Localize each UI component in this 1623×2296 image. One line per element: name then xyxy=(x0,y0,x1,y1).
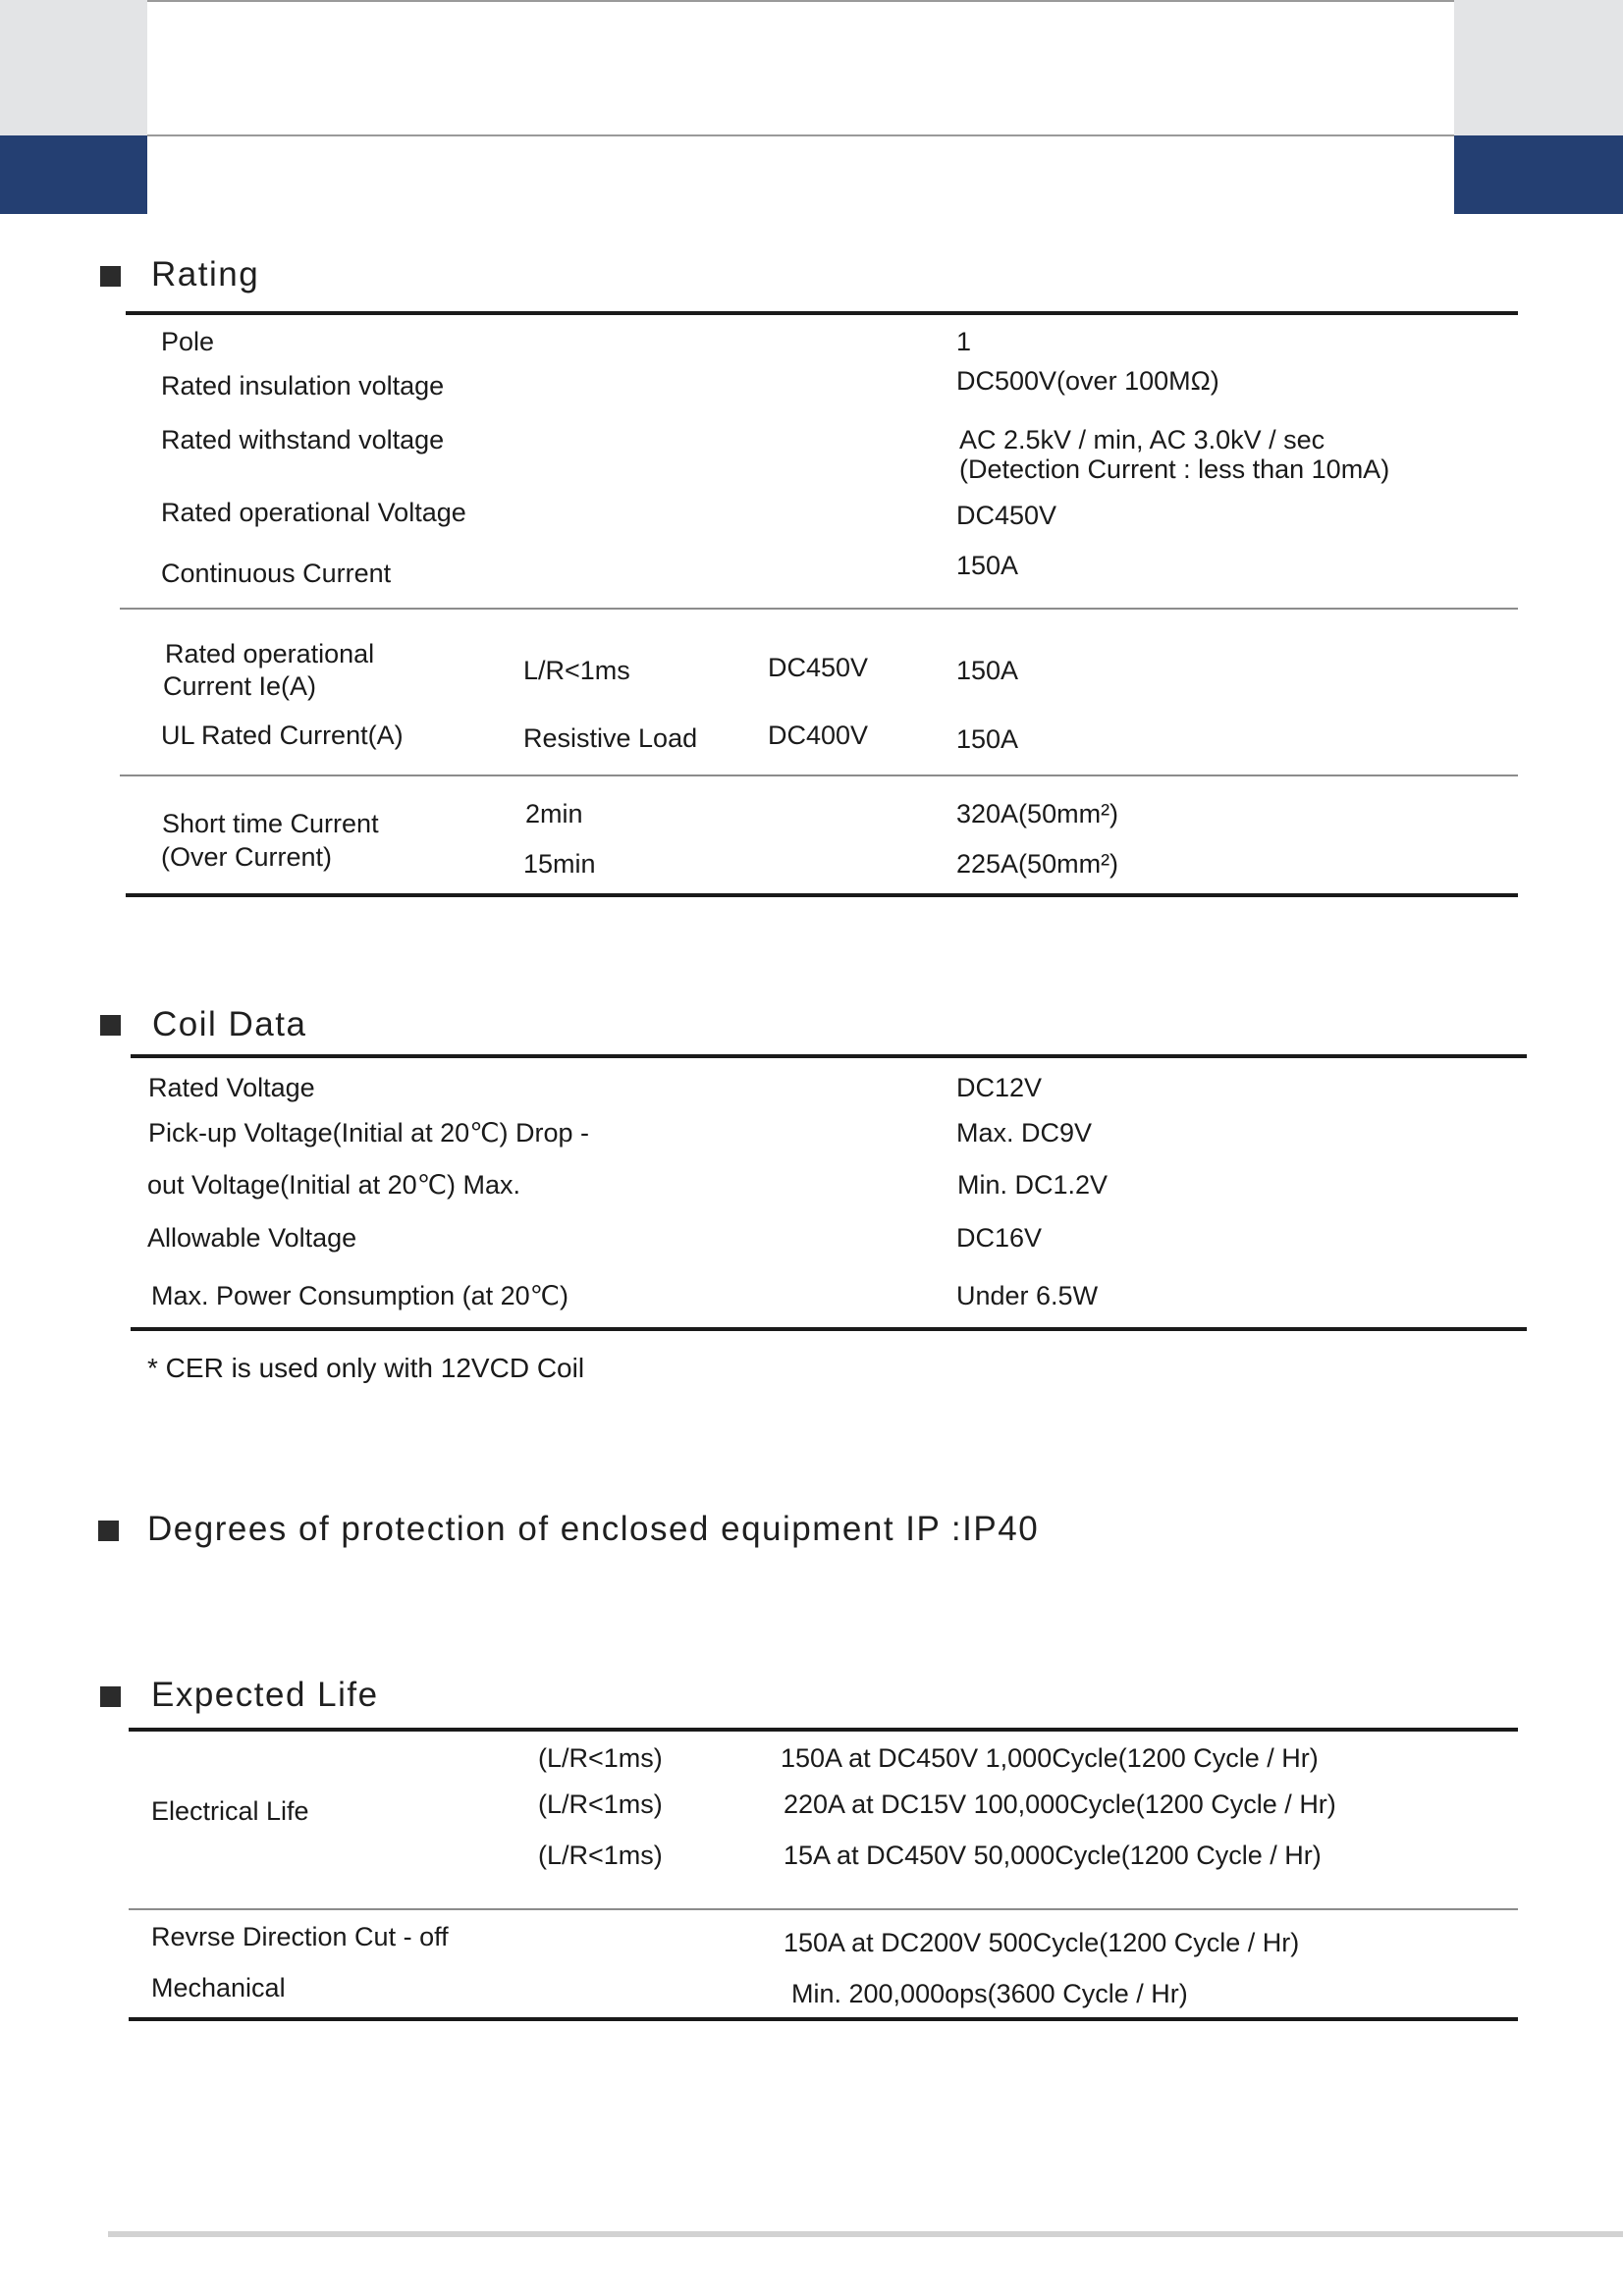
coil-label: out Voltage(Initial at 20℃) Max. xyxy=(147,1170,521,1200)
header-bar-left xyxy=(0,135,147,214)
reverse-cutoff-value: 150A at DC200V 500Cycle(1200 Cycle / Hr) xyxy=(784,1928,1300,1957)
rating-label: Continuous Current xyxy=(161,559,392,588)
rating-title: Rating xyxy=(151,255,260,294)
coil-value: Min. DC1.2V xyxy=(957,1170,1109,1200)
rating-label: Pole xyxy=(161,327,215,356)
rating-label: Rated insulation voltage xyxy=(161,371,445,400)
ul-label: UL Rated Current(A) xyxy=(161,721,404,750)
mechanical-life-label: Mechanical xyxy=(151,1973,286,2002)
ul-value: 150A xyxy=(956,724,1019,754)
coil-top-rule xyxy=(131,1054,1527,1058)
rating-label: Rated operational Voltage xyxy=(161,498,466,527)
operational-label: Rated operational xyxy=(165,639,375,668)
header-accent-left xyxy=(0,0,147,135)
rating-value: DC500V(over 100MΩ) xyxy=(956,366,1219,396)
operational-condition: L/R<1ms xyxy=(523,656,630,685)
coil-value: DC12V xyxy=(956,1073,1043,1102)
ul-voltage: DC400V xyxy=(768,721,869,750)
mechanical-life-value: Min. 200,000ops(3600 Cycle / Hr) xyxy=(791,1979,1188,2008)
rating-divider xyxy=(120,608,1518,610)
reverse-cutoff-label: Revrse Direction Cut - off xyxy=(151,1922,449,1951)
coil-bottom-rule xyxy=(131,1327,1527,1331)
coil-label: Allowable Voltage xyxy=(147,1223,357,1253)
section-bullet-icon xyxy=(100,1686,121,1707)
coil-footnote: * CER is used only with 12VCD Coil xyxy=(147,1353,585,1383)
short-time-value: 225A(50mm²) xyxy=(956,849,1119,879)
header-top-rule xyxy=(147,0,1454,2)
short-time-duration: 15min xyxy=(523,849,596,879)
coil-value: Under 6.5W xyxy=(956,1281,1099,1310)
electrical-life-value: 150A at DC450V 1,000Cycle(1200 Cycle / Hr) xyxy=(781,1743,1319,1773)
rating-value: 1 xyxy=(956,327,972,356)
section-bullet-icon xyxy=(100,266,121,287)
electrical-life-condition: (L/R<1ms) xyxy=(538,1841,663,1870)
life-title: Expected Life xyxy=(151,1676,379,1714)
short-time-label: Short time Current xyxy=(162,809,379,838)
rating-bottom-rule xyxy=(126,893,1518,897)
life-bottom-rule xyxy=(129,2017,1518,2021)
coil-title: Coil Data xyxy=(152,1005,307,1043)
header-accent-right xyxy=(1454,0,1623,135)
rating-label: Rated withstand voltage xyxy=(161,425,445,454)
coil-label: Pick-up Voltage(Initial at 20℃) Drop - xyxy=(148,1118,590,1148)
operational-label: Current Ie(A) xyxy=(163,671,317,701)
coil-label: Max. Power Consumption (at 20℃) xyxy=(151,1281,568,1310)
header-divider xyxy=(147,134,1454,136)
life-top-rule xyxy=(129,1728,1518,1732)
ul-condition: Resistive Load xyxy=(523,723,698,753)
short-time-value: 320A(50mm²) xyxy=(956,799,1119,828)
electrical-life-value: 220A at DC15V 100,000Cycle(1200 Cycle / Hr) xyxy=(784,1789,1336,1819)
life-divider xyxy=(129,1908,1518,1910)
rating-value: DC450V xyxy=(956,501,1057,530)
rating-divider xyxy=(120,774,1518,776)
coil-value: Max. DC9V xyxy=(956,1118,1093,1148)
electrical-life-condition: (L/R<1ms) xyxy=(538,1743,663,1773)
rating-value: 150A xyxy=(956,551,1019,580)
rating-value-detail: (Detection Current : less than 10mA) xyxy=(959,454,1390,484)
short-time-label: (Over Current) xyxy=(161,842,333,872)
header-bar-right xyxy=(1454,135,1623,214)
operational-voltage: DC450V xyxy=(768,653,869,682)
footer-rule xyxy=(108,2231,1623,2237)
coil-value: DC16V xyxy=(956,1223,1043,1253)
electrical-life-value: 15A at DC450V 50,000Cycle(1200 Cycle / Hr) xyxy=(784,1841,1322,1870)
short-time-duration: 2min xyxy=(525,799,583,828)
operational-value: 150A xyxy=(956,656,1019,685)
coil-label: Rated Voltage xyxy=(148,1073,315,1102)
section-bullet-icon xyxy=(98,1521,119,1541)
protection-title: Degrees of protection of enclosed equipment IP :IP40 xyxy=(147,1510,1040,1548)
electrical-life-label: Electrical Life xyxy=(151,1796,309,1826)
section-bullet-icon xyxy=(100,1015,121,1036)
rating-top-rule xyxy=(126,311,1518,315)
rating-value: AC 2.5kV / min, AC 3.0kV / sec xyxy=(959,425,1325,454)
electrical-life-condition: (L/R<1ms) xyxy=(538,1789,663,1819)
